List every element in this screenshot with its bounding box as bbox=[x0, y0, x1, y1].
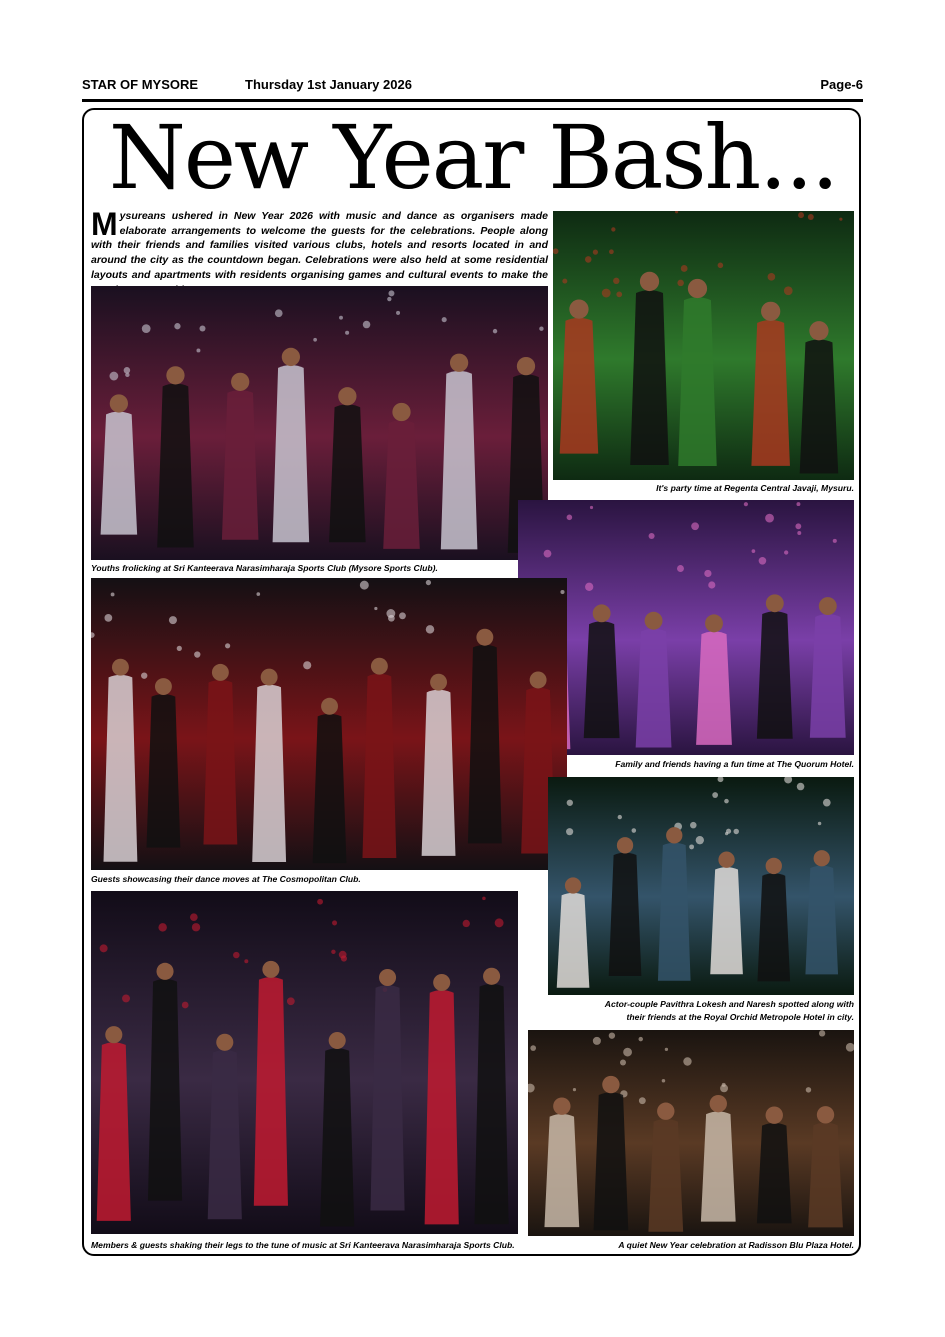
light-spot bbox=[573, 1088, 576, 1091]
light-spot bbox=[442, 317, 447, 322]
person-silhouette bbox=[441, 354, 478, 550]
light-spot bbox=[169, 616, 177, 624]
person-silhouette bbox=[222, 373, 259, 540]
light-spot bbox=[681, 265, 688, 272]
light-spot bbox=[602, 289, 611, 298]
light-spot bbox=[174, 323, 180, 329]
light-spot bbox=[192, 923, 200, 931]
photo-sports-club-members-image bbox=[91, 891, 518, 1234]
person-silhouette bbox=[157, 366, 194, 547]
light-spot bbox=[530, 1045, 536, 1051]
person-silhouette bbox=[636, 612, 672, 748]
light-spot bbox=[677, 280, 684, 287]
light-spot bbox=[199, 325, 205, 331]
person-silhouette bbox=[468, 629, 502, 844]
light-spot bbox=[360, 581, 369, 590]
light-spot bbox=[632, 828, 637, 833]
light-spot bbox=[724, 799, 729, 804]
light-spot bbox=[244, 959, 248, 963]
photo-regenta-central-image bbox=[553, 211, 854, 480]
light-spot bbox=[256, 592, 260, 596]
person-silhouette bbox=[148, 963, 182, 1201]
light-spot bbox=[765, 514, 774, 523]
light-spot bbox=[662, 1079, 666, 1083]
light-spot bbox=[696, 836, 704, 844]
person-silhouette bbox=[422, 674, 456, 856]
light-spot bbox=[332, 920, 337, 925]
person-silhouette bbox=[751, 302, 790, 466]
person-silhouette bbox=[313, 698, 347, 863]
light-spot bbox=[733, 829, 738, 834]
light-spot bbox=[689, 844, 694, 849]
light-spot bbox=[585, 256, 592, 263]
person-silhouette bbox=[425, 974, 459, 1224]
person-silhouette bbox=[101, 394, 138, 534]
person-silhouette bbox=[329, 387, 366, 542]
photo-quorum-hotel-image bbox=[518, 500, 854, 755]
light-spot bbox=[593, 250, 598, 255]
photo-royal-orchid bbox=[548, 777, 854, 995]
person-silhouette bbox=[648, 1103, 683, 1232]
person-silhouette bbox=[254, 961, 288, 1206]
caption-radisson-blu: A quiet New Year celebration at Radisson Blu Plaza Hotel. bbox=[618, 1240, 854, 1250]
light-spot bbox=[796, 502, 800, 506]
photo-quorum-hotel bbox=[518, 500, 854, 755]
page-headline: New Year Bash... bbox=[108, 106, 838, 209]
light-spot bbox=[275, 309, 283, 317]
light-spot bbox=[331, 950, 335, 954]
light-spot bbox=[287, 997, 295, 1005]
person-silhouette bbox=[208, 1034, 242, 1219]
light-spot bbox=[396, 311, 400, 315]
light-spot bbox=[495, 918, 504, 927]
light-spot bbox=[725, 832, 728, 835]
light-spot bbox=[620, 1060, 626, 1066]
light-spot bbox=[593, 1037, 601, 1045]
light-spot bbox=[639, 1097, 646, 1104]
light-spot bbox=[691, 522, 699, 530]
light-spot bbox=[482, 897, 486, 901]
page-number: Page-6 bbox=[820, 77, 863, 92]
light-spot bbox=[609, 249, 614, 254]
light-spot bbox=[233, 952, 239, 958]
person-silhouette bbox=[252, 669, 286, 862]
person-silhouette bbox=[273, 348, 310, 542]
light-spot bbox=[426, 625, 434, 633]
light-spot bbox=[104, 614, 112, 622]
person-silhouette bbox=[810, 597, 846, 738]
light-spot bbox=[124, 367, 131, 374]
caption-cosmopolitan-club: Guests showcasing their dance moves at The Cosmopolitan Club. bbox=[91, 874, 361, 884]
person-silhouette bbox=[757, 858, 790, 982]
light-spot bbox=[560, 590, 564, 594]
light-spot bbox=[339, 316, 343, 320]
light-spot bbox=[665, 1048, 668, 1051]
light-spot bbox=[100, 944, 108, 952]
photo-radisson-blu bbox=[528, 1030, 854, 1236]
person-silhouette bbox=[594, 1076, 629, 1230]
light-spot bbox=[339, 951, 347, 959]
light-spot bbox=[618, 815, 622, 819]
person-silhouette bbox=[147, 678, 181, 848]
light-spot bbox=[677, 565, 684, 572]
light-spot bbox=[142, 324, 151, 333]
light-spot bbox=[109, 372, 118, 381]
light-spot bbox=[317, 899, 323, 905]
light-spot bbox=[712, 792, 718, 798]
light-spot bbox=[704, 570, 711, 577]
light-spot bbox=[639, 1037, 643, 1041]
light-spot bbox=[683, 1057, 691, 1065]
light-spot bbox=[833, 539, 837, 543]
light-spot bbox=[806, 1087, 811, 1092]
light-spot bbox=[544, 550, 552, 558]
person-silhouette bbox=[203, 664, 237, 845]
light-spot bbox=[182, 1002, 189, 1009]
light-spot bbox=[194, 651, 200, 657]
masthead-rule bbox=[82, 99, 863, 102]
caption-sports-club-youths: Youths frolicking at Sri Kanteerava Narasimharaja Sports Club (Mysore Sports Club). bbox=[91, 563, 438, 573]
light-spot bbox=[567, 800, 573, 806]
light-spot bbox=[374, 607, 377, 610]
person-silhouette bbox=[609, 837, 642, 976]
light-spot bbox=[566, 828, 573, 835]
intro-paragraph bbox=[91, 206, 548, 297]
light-spot bbox=[795, 523, 801, 529]
light-spot bbox=[493, 329, 497, 333]
light-spot bbox=[819, 1030, 825, 1036]
issue-date: Thursday 1st January 2026 bbox=[245, 77, 412, 92]
photo-cosmopolitan-club-image bbox=[91, 578, 567, 870]
light-spot bbox=[190, 913, 198, 921]
light-spot bbox=[313, 338, 317, 342]
person-silhouette bbox=[584, 604, 620, 738]
light-spot bbox=[649, 533, 655, 539]
person-silhouette bbox=[320, 1032, 354, 1226]
light-spot bbox=[708, 581, 715, 588]
intro-dropcap: M bbox=[91, 206, 118, 242]
light-spot bbox=[784, 550, 788, 554]
light-spot bbox=[567, 515, 573, 521]
person-silhouette bbox=[560, 300, 599, 454]
light-spot bbox=[690, 822, 697, 829]
light-spot bbox=[125, 373, 129, 377]
caption-royal-orchid-line1: Actor-couple Pavithra Lokesh and Naresh spotted along with bbox=[604, 999, 854, 1009]
light-spot bbox=[345, 331, 349, 335]
light-spot bbox=[609, 1032, 615, 1038]
photo-radisson-blu-image bbox=[528, 1030, 854, 1236]
person-silhouette bbox=[710, 852, 743, 975]
light-spot bbox=[539, 327, 543, 331]
caption-regenta-central: It's party time at Regenta Central Javaji, Mysuru. bbox=[656, 483, 854, 493]
light-spot bbox=[363, 321, 371, 329]
light-spot bbox=[388, 615, 395, 622]
light-spot bbox=[585, 583, 593, 591]
light-spot bbox=[463, 920, 470, 927]
light-spot bbox=[797, 783, 805, 791]
photo-sports-club-youths bbox=[91, 286, 548, 560]
light-spot bbox=[823, 799, 831, 807]
light-spot bbox=[388, 290, 394, 296]
light-spot bbox=[122, 994, 130, 1002]
person-silhouette bbox=[97, 1026, 131, 1221]
person-silhouette bbox=[805, 850, 838, 974]
person-silhouette bbox=[474, 968, 508, 1225]
light-spot bbox=[553, 248, 559, 254]
light-spot bbox=[590, 506, 593, 509]
light-spot bbox=[784, 286, 793, 295]
photo-sports-club-youths-image bbox=[91, 286, 548, 560]
person-silhouette bbox=[630, 272, 669, 465]
masthead bbox=[82, 77, 863, 97]
person-silhouette bbox=[370, 969, 404, 1211]
light-spot bbox=[744, 502, 748, 506]
person-silhouette bbox=[678, 279, 717, 466]
person-silhouette bbox=[104, 659, 138, 862]
light-spot bbox=[759, 557, 767, 565]
light-spot bbox=[426, 580, 431, 585]
light-spot bbox=[399, 612, 406, 619]
light-spot bbox=[752, 549, 756, 553]
person-silhouette bbox=[544, 1098, 579, 1228]
light-spot bbox=[177, 646, 182, 651]
light-spot bbox=[798, 212, 804, 218]
person-silhouette bbox=[658, 827, 691, 981]
caption-sports-club-members: Members & guests shaking their legs to the tune of music at Sri Kanteerava Narasimharaja Sports Club. bbox=[91, 1240, 515, 1250]
light-spot bbox=[611, 227, 615, 231]
light-spot bbox=[158, 923, 166, 931]
light-spot bbox=[623, 1048, 632, 1057]
caption-quorum-hotel: Family and friends having a fun time at The Quorum Hotel. bbox=[615, 759, 854, 769]
light-spot bbox=[616, 292, 622, 298]
light-spot bbox=[720, 1084, 728, 1092]
light-spot bbox=[797, 531, 801, 535]
photo-royal-orchid-image bbox=[548, 777, 854, 995]
paper-name: STAR OF MYSORE bbox=[82, 77, 199, 92]
photo-regenta-central bbox=[553, 211, 854, 480]
photo-sports-club-members bbox=[91, 891, 518, 1234]
light-spot bbox=[613, 278, 619, 284]
light-spot bbox=[303, 661, 311, 669]
intro-text: ysureans ushered in New Year 2026 with music and dance as organisers made elaborate arrangements to welcome the guests for the celebrations. People along with their friends and families visited various clubs, hotels and resorts located in and around the city as the countdown began. Celebrations were also held at some residential layouts and apartments with residents organising games and cultural events to make the bbox=[91, 210, 548, 281]
light-spot bbox=[818, 822, 821, 825]
light-spot bbox=[196, 348, 200, 352]
person-silhouette bbox=[383, 403, 420, 549]
light-spot bbox=[718, 263, 724, 269]
light-spot bbox=[141, 672, 147, 678]
light-spot bbox=[768, 273, 776, 281]
person-silhouette bbox=[800, 321, 839, 473]
light-spot bbox=[111, 593, 115, 597]
person-silhouette bbox=[757, 594, 793, 738]
person-silhouette bbox=[362, 658, 396, 858]
caption-royal-orchid-line2: their friends at the Royal Orchid Metropole Hotel in city. bbox=[626, 1012, 854, 1022]
light-spot bbox=[562, 279, 567, 284]
photo-cosmopolitan-club bbox=[91, 578, 567, 870]
light-spot bbox=[225, 643, 230, 648]
light-spot bbox=[387, 297, 391, 301]
light-spot bbox=[808, 214, 814, 220]
light-spot bbox=[839, 218, 842, 221]
